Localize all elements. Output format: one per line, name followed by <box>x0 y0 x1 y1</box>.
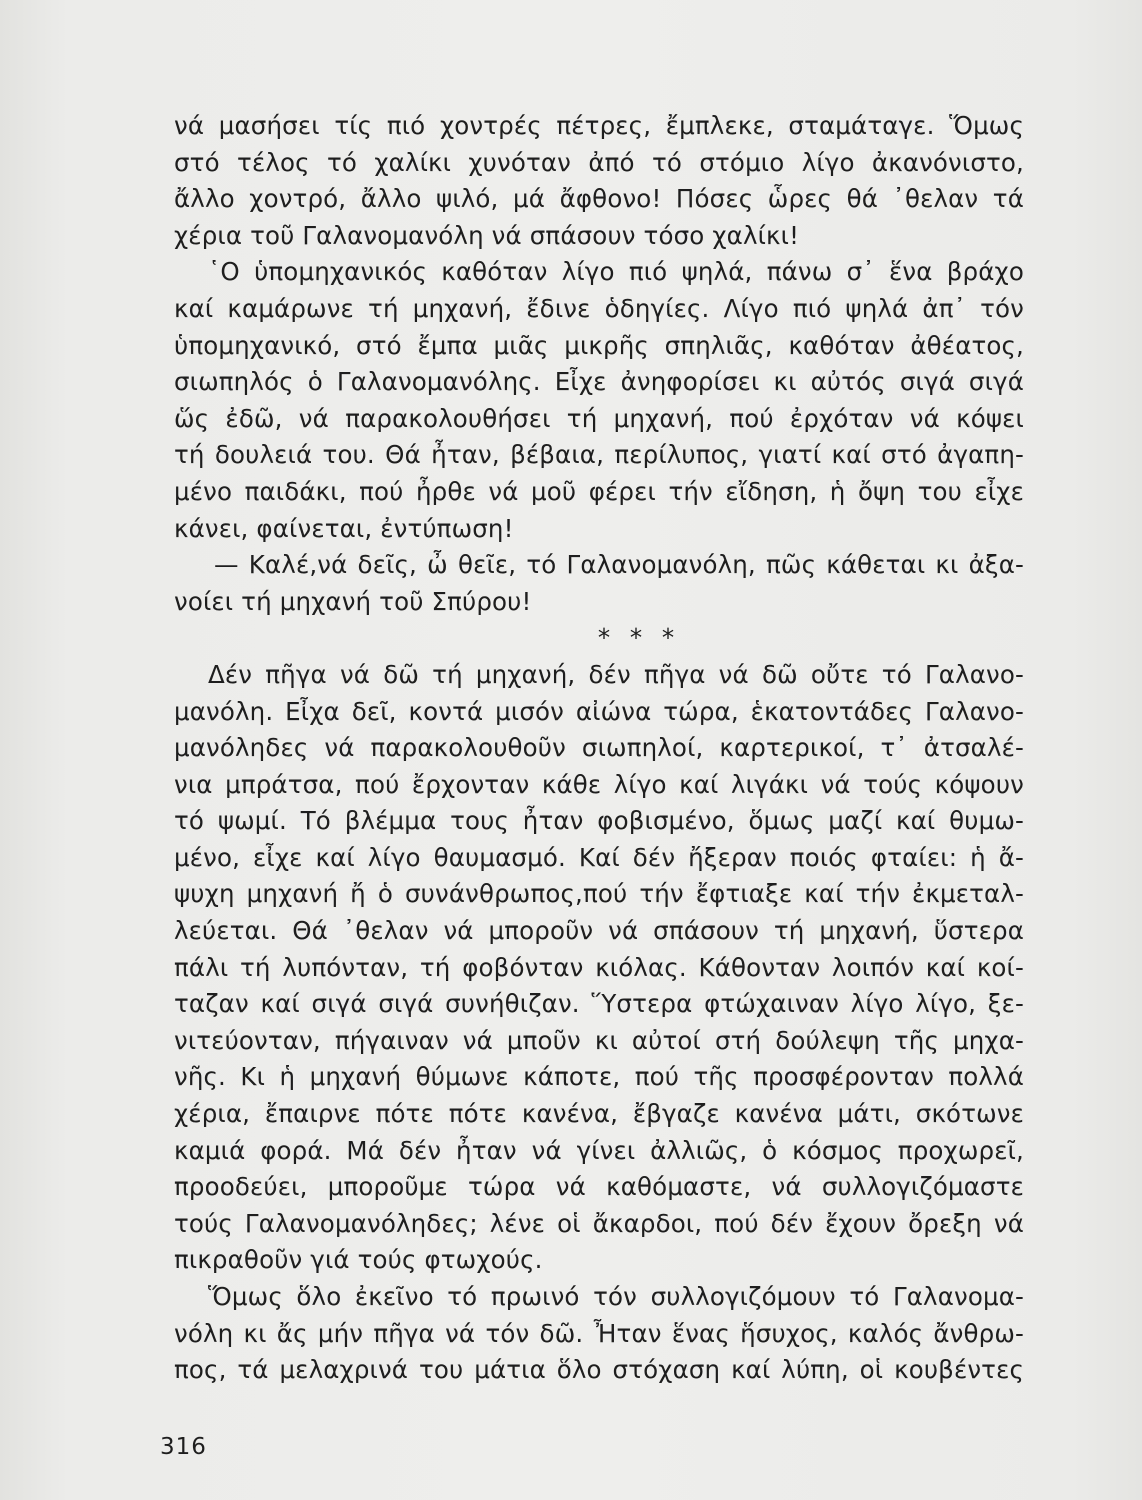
text-line: νόλη κι ἄς μήν πῆγα νά τόν δῶ. Ἦταν ἕνας ἥσυχος, καλός ἄνθρω- <box>174 1318 1024 1348</box>
text-line: τό ψωμί. Τό βλέμμα τους ἦταν φοβισμένο, ὅμως μαζί καί θυμω- <box>174 806 1024 836</box>
text-line: ταζαν καί σιγά σιγά συνήθιζαν. Ὕστερα φτώχαιναν λίγο λίγο, ξε- <box>174 989 1024 1019</box>
text-line: πικραθοῦν γιά τούς φτωχούς. <box>174 1245 543 1275</box>
text-line: μανόλη. Εἶχα δεῖ, κοντά μισόν αἰώνα τώρα, ἑκατοντάδες Γαλανο- <box>174 696 1024 726</box>
text-line: λεύεται. Θά ᾽θελαν νά μποροῦν νά σπάσουν τή μηχανή, ὕστερα <box>174 916 1024 946</box>
text-line: τούς Γαλανομανόληδες; λένε οἱ ἄκαρδοι, πού δέν ἔχουν ὄρεξη νά <box>174 1208 1024 1238</box>
text-line: Ὅμως ὅλο ἐκεῖνο τό πρωινό τόν συλλογιζόμουν τό Γαλανομα- <box>208 1282 1024 1311</box>
text-line: καί καμάρωνε τή μηχανή, ἔδινε ὁδηγίες. Λίγο πιό ψηλά ἀπ᾽ τόν <box>174 293 1024 323</box>
text-line: ἄλλο χοντρό, ἄλλο ψιλό, μά ἄφθονο! Πόσες ὧρες θά ᾽θελαν τά <box>174 184 1024 214</box>
section-divider: * * * <box>597 623 681 653</box>
page-number: 316 <box>160 1434 207 1460</box>
text-line: νια μπράτσα, πού ἔρχονταν κάθε λίγο καί λιγάκι νά τούς κόψουν <box>174 769 1024 799</box>
text-line: ὥς ἐδῶ, νά παρακολουθήσει τή μηχανή, πού ἐρχόταν νά κόψει <box>174 403 1024 433</box>
text-line: χέρια τοῦ Γαλανομανόλη νά σπάσουν τόσο χαλίκι! <box>174 220 800 250</box>
text-line: μένο παιδάκι, πού ἦρθε νά μοῦ φέρει τήν εἴδηση, ἡ ὄψη του εἶχε <box>174 476 1024 506</box>
text-line: νοίει τή μηχανή τοῦ Σπύρου! <box>174 586 532 616</box>
text-line: — Καλέ,νά δεῖς, ὦ θεῖε, τό Γαλανομανόλη, πῶς κάθεται κι ἀξα- <box>214 550 1024 580</box>
body-text <box>174 108 1024 1389</box>
text-line: νιτεύονταν, πήγαιναν νά μποῦν κι αὐτοί στή δούλεψη τῆς μηχα- <box>174 1025 1024 1055</box>
text-line: πάλι τή λυπόνταν, τή φοβόνταν κιόλας. Κάθονταν λοιπόν καί κοί- <box>174 952 1024 982</box>
text-line: τή δουλειά του. Θά ἦταν, βέβαια, περίλυπος, γιατί καί στό ἀγαπη- <box>174 440 1024 470</box>
text-line: Δέν πῆγα νά δῶ τή μηχανή, δέν πῆγα νά δῶ οὔτε τό Γαλανο- <box>208 659 1024 689</box>
text-line: κάνει, φαίνεται, ἐντύπωση! <box>174 513 514 543</box>
text-line: νῆς. Κι ἡ μηχανή θύμωνε κάποτε, πού τῆς προσφέρονταν πολλά <box>174 1062 1024 1092</box>
text-line: σιωπηλός ὁ Γαλανομανόλης. Εἶχε ἀνηφορίσει κι αὐτός σιγά σιγά <box>174 367 1024 397</box>
text-line: στό τέλος τό χαλίκι χυνόταν ἀπό τό στόμιο λίγο ἀκανόνιστο, <box>174 147 1024 177</box>
text-line: ὑπομηχανικό, στό ἔμπα μιᾶς μικρῆς σπηλιᾶς, καθόταν ἀθέατος, <box>174 330 1024 360</box>
text-line: νά μασήσει τίς πιό χοντρές πέτρες, ἔμπλεκε, σταμάταγε. Ὅμως <box>174 111 1024 140</box>
text-line: μένο, εἶχε καί λίγο θαυμασμό. Καί δέν ἤξεραν ποιός φταίει: ἡ ἄ- <box>174 842 1024 872</box>
text-line: πος, τά μελαχρινά του μάτια ὅλο στόχαση καί λύπη, οἱ κουβέντες <box>174 1355 1024 1385</box>
text-line: μανόληδες νά παρακολουθοῦν σιωπηλοί, καρτερικοί, τ᾽ ἀτσαλέ- <box>174 733 1024 763</box>
text-line: ῾Ο ὑπομηχανικός καθόταν λίγο πιό ψηλά, πάνω σ᾽ ἕνα βράχο <box>208 257 1024 287</box>
text-line: προοδεύει, μποροῦμε τώρα νά καθόμαστε, νά συλλογιζόμαστε <box>174 1172 1024 1202</box>
text-line: καμιά φορά. Μά δέν ἦταν νά γίνει ἀλλιῶς, ὁ κόσμος προχωρεῖ, <box>174 1135 1024 1165</box>
text-line: χέρια, ἔπαιρνε πότε πότε κανένα, ἔβγαζε κανένα μάτι, σκότωνε <box>174 1099 1024 1129</box>
text-line: ψυχη μηχανή ἤ ὁ συνάνθρωπος,πού τήν ἔφτιαξε καί τήν ἐκμεταλ- <box>174 879 1024 909</box>
